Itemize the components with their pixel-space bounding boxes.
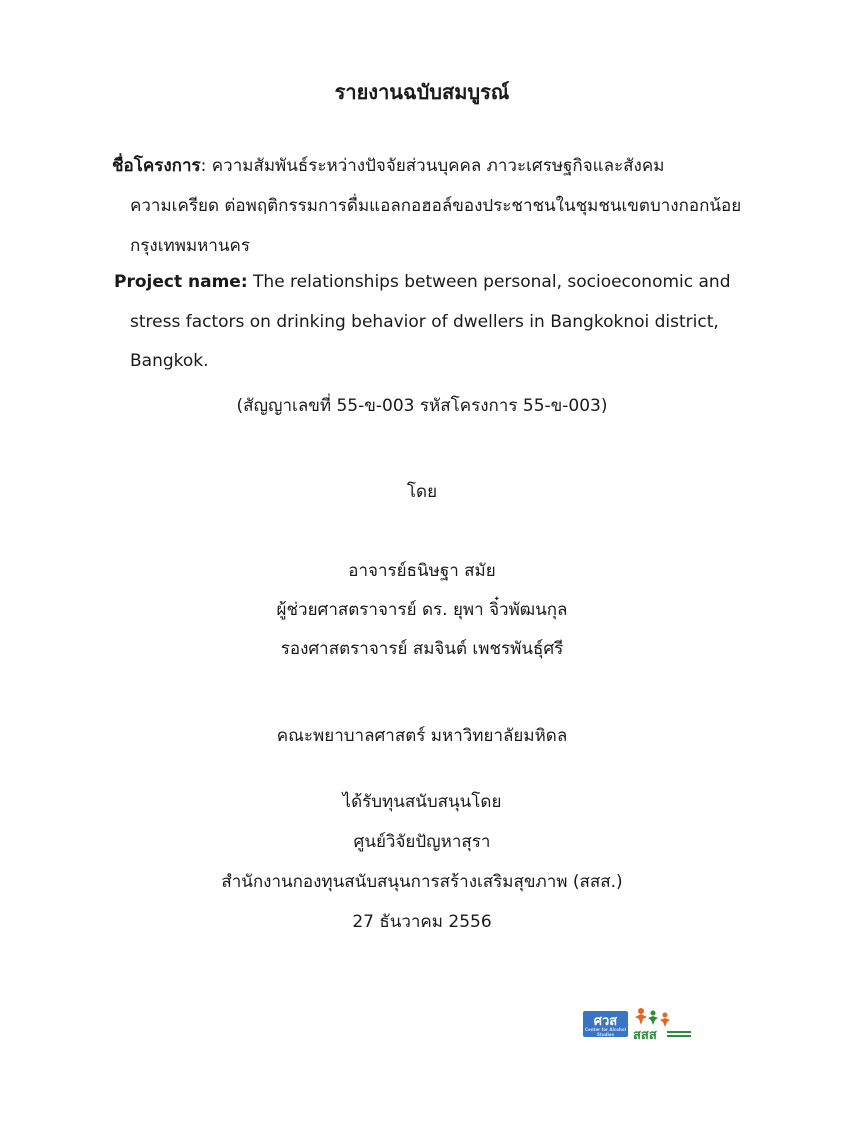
project-en-line-3: Bangkok.: [130, 351, 209, 371]
report-date: 27 ธันวาคม 2556: [352, 912, 492, 932]
sponsor-logos: [583, 1003, 693, 1043]
project-en-label: Project name:: [114, 272, 248, 292]
project-th-line-2: ความเครียด ต่อพฤติกรรมการดื่มแอลกอฮอล์ของประชาชนในชุมชนเขตบางกอกน้อย: [130, 196, 742, 216]
faculty: คณะพยาบาลศาสตร์ มหาวิทยาลัยมหิดล: [276, 726, 568, 746]
project-en-line-1: [114, 272, 731, 292]
thaihealth-logo: [631, 1003, 693, 1043]
project-th-line-1: [112, 152, 664, 179]
thaihealth-logo-text: สสส: [633, 1028, 657, 1043]
project-th-label: ชื่อโครงการ: [112, 156, 201, 176]
report-title: รายงานฉบับสมบูรณ์: [334, 80, 510, 104]
cas-logo-text: ศวส: [593, 1014, 618, 1029]
author-2: ผู้ช่วยศาสตราจารย์ ดร. ยุพา จิ๋วพัฒนกุล: [276, 600, 568, 620]
contract-number: (สัญญาเลขที่ 55-ข-003 รหัสโครงการ 55-ข-003): [236, 396, 608, 416]
thaihealth-figures-icon: [635, 1008, 670, 1027]
project-en-line-2: stress factors on drinking behavior of dwellers in Bangkoknoi district,: [130, 312, 719, 332]
author-3: รองศาสตราจารย์ สมจินต์ เพชรพันธุ์ศรี: [280, 639, 564, 659]
author-1: อาจารย์ธนิษฐา สมัย: [348, 561, 496, 581]
funding-line-2: ศูนย์วิจัยปัญหาสุรา: [353, 832, 491, 852]
cas-logo-caption: Center for Alcohol Studies: [585, 1027, 626, 1037]
cas-logo: [583, 1011, 628, 1037]
funding-line-3: สำนักงานกองทุนสนับสนุนการสร้างเสริมสุขภาพ (สสส.): [221, 872, 623, 892]
funding-line-1: ได้รับทุนสนับสนุนโดย: [342, 792, 502, 812]
project-en-title-1: The relationships between personal, socioeconomic and: [247, 272, 731, 292]
project-th-line-3: กรุงเทพมหานคร: [130, 236, 251, 256]
by-label: โดย: [406, 482, 438, 502]
project-th-title-1: : ความสัมพันธ์ระหว่างปัจจัยส่วนบุคคล ภาวะเศรษฐกิจและสังคม: [200, 156, 665, 176]
